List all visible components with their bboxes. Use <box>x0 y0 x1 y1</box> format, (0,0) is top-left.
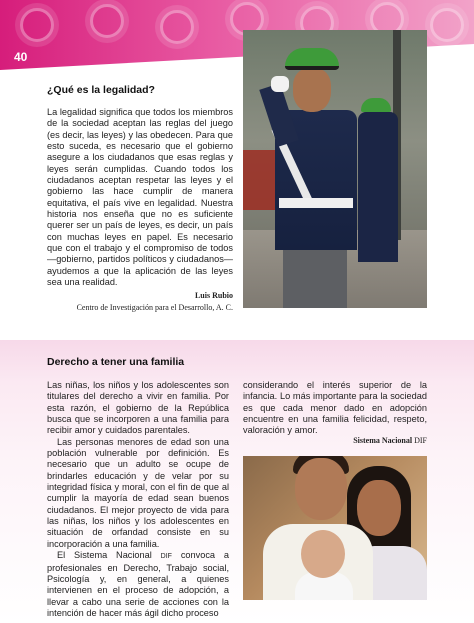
flower-pattern-icon <box>160 10 194 44</box>
flower-pattern-icon <box>430 8 464 42</box>
section-source-dif: Sistema Nacional DIF <box>353 436 427 445</box>
section-body-legalidad: La legalidad significa que todos los miembros de la sociedad aceptan las reglas del juego (es decir, las leyes) y las obedecen. Para que esto suceda, es necesario que el gobierno asegure a los ciudadanos que esas reglas y leyes serán cumplidas. Cuando todos los ciudadanos aceptan respetar las leyes y el gobierno las hace cumplir de manera equitativa, el país vive en legalidad. Nuestra historia nos enseña que no es suficiente querer ser un país de leyes, es decir, un país con muchas leyes en papel. Es necesario que con el trabajo y el compromiso de todos —gobierno, partidos políticos y ciudadanos— ayudemos a que la aplicación de las leyes sea una realidad. <box>47 107 233 288</box>
section-title-familia: Derecho a tener una familia <box>47 356 185 368</box>
section-body-familia-col2: considerando el interés superior de la infancia. Lo más importante para la sociedad es que cada menor dado en adopción encuentre en una familia felicidad, respeto, valoración y amor. <box>243 380 427 436</box>
flower-pattern-icon <box>90 4 124 38</box>
page-number: 40 <box>14 50 28 64</box>
paragraph: Las niñas, los niños y los adolescentes son titulares del derecho a vivir en familia. Por esta razón, el gobierno de la República busca que se incorporen a una familia para recibir amor y cuidados parentales. <box>47 380 229 436</box>
paragraph: El Sistema Nacional DIF convoca a profesionales en Derecho, Trabajo social, Psicología y, en general, a quienes intervienen en el proceso de adopción, a llevar a cabo una serie de acciones con la intención de hacer más ágil dicho proceso <box>47 550 229 618</box>
section-body-familia-col1 <box>47 380 229 619</box>
quote-author: Luis Rubio <box>194 291 233 300</box>
photo-traffic-officer <box>243 30 427 308</box>
quote-source: Centro de Investigación para el Desarrollo, A. C. <box>76 303 233 312</box>
paragraph: Las personas menores de edad son una población vulnerable por definición. Es necesario que un adulto se ocupe de brindarles educación y de velar por su integridad física y moral, con el fin de que al cumplir la mayoría de edad sean buenos ciudadanos. El mejor proyecto de vida para las niñas, los niños y los adolescentes en situación de orfandad consiste en su incorporación a una familia. <box>47 436 229 549</box>
photo-family <box>243 456 427 600</box>
section-title-legalidad: ¿Qué es la legalidad? <box>47 84 155 96</box>
flower-pattern-icon <box>20 8 54 42</box>
